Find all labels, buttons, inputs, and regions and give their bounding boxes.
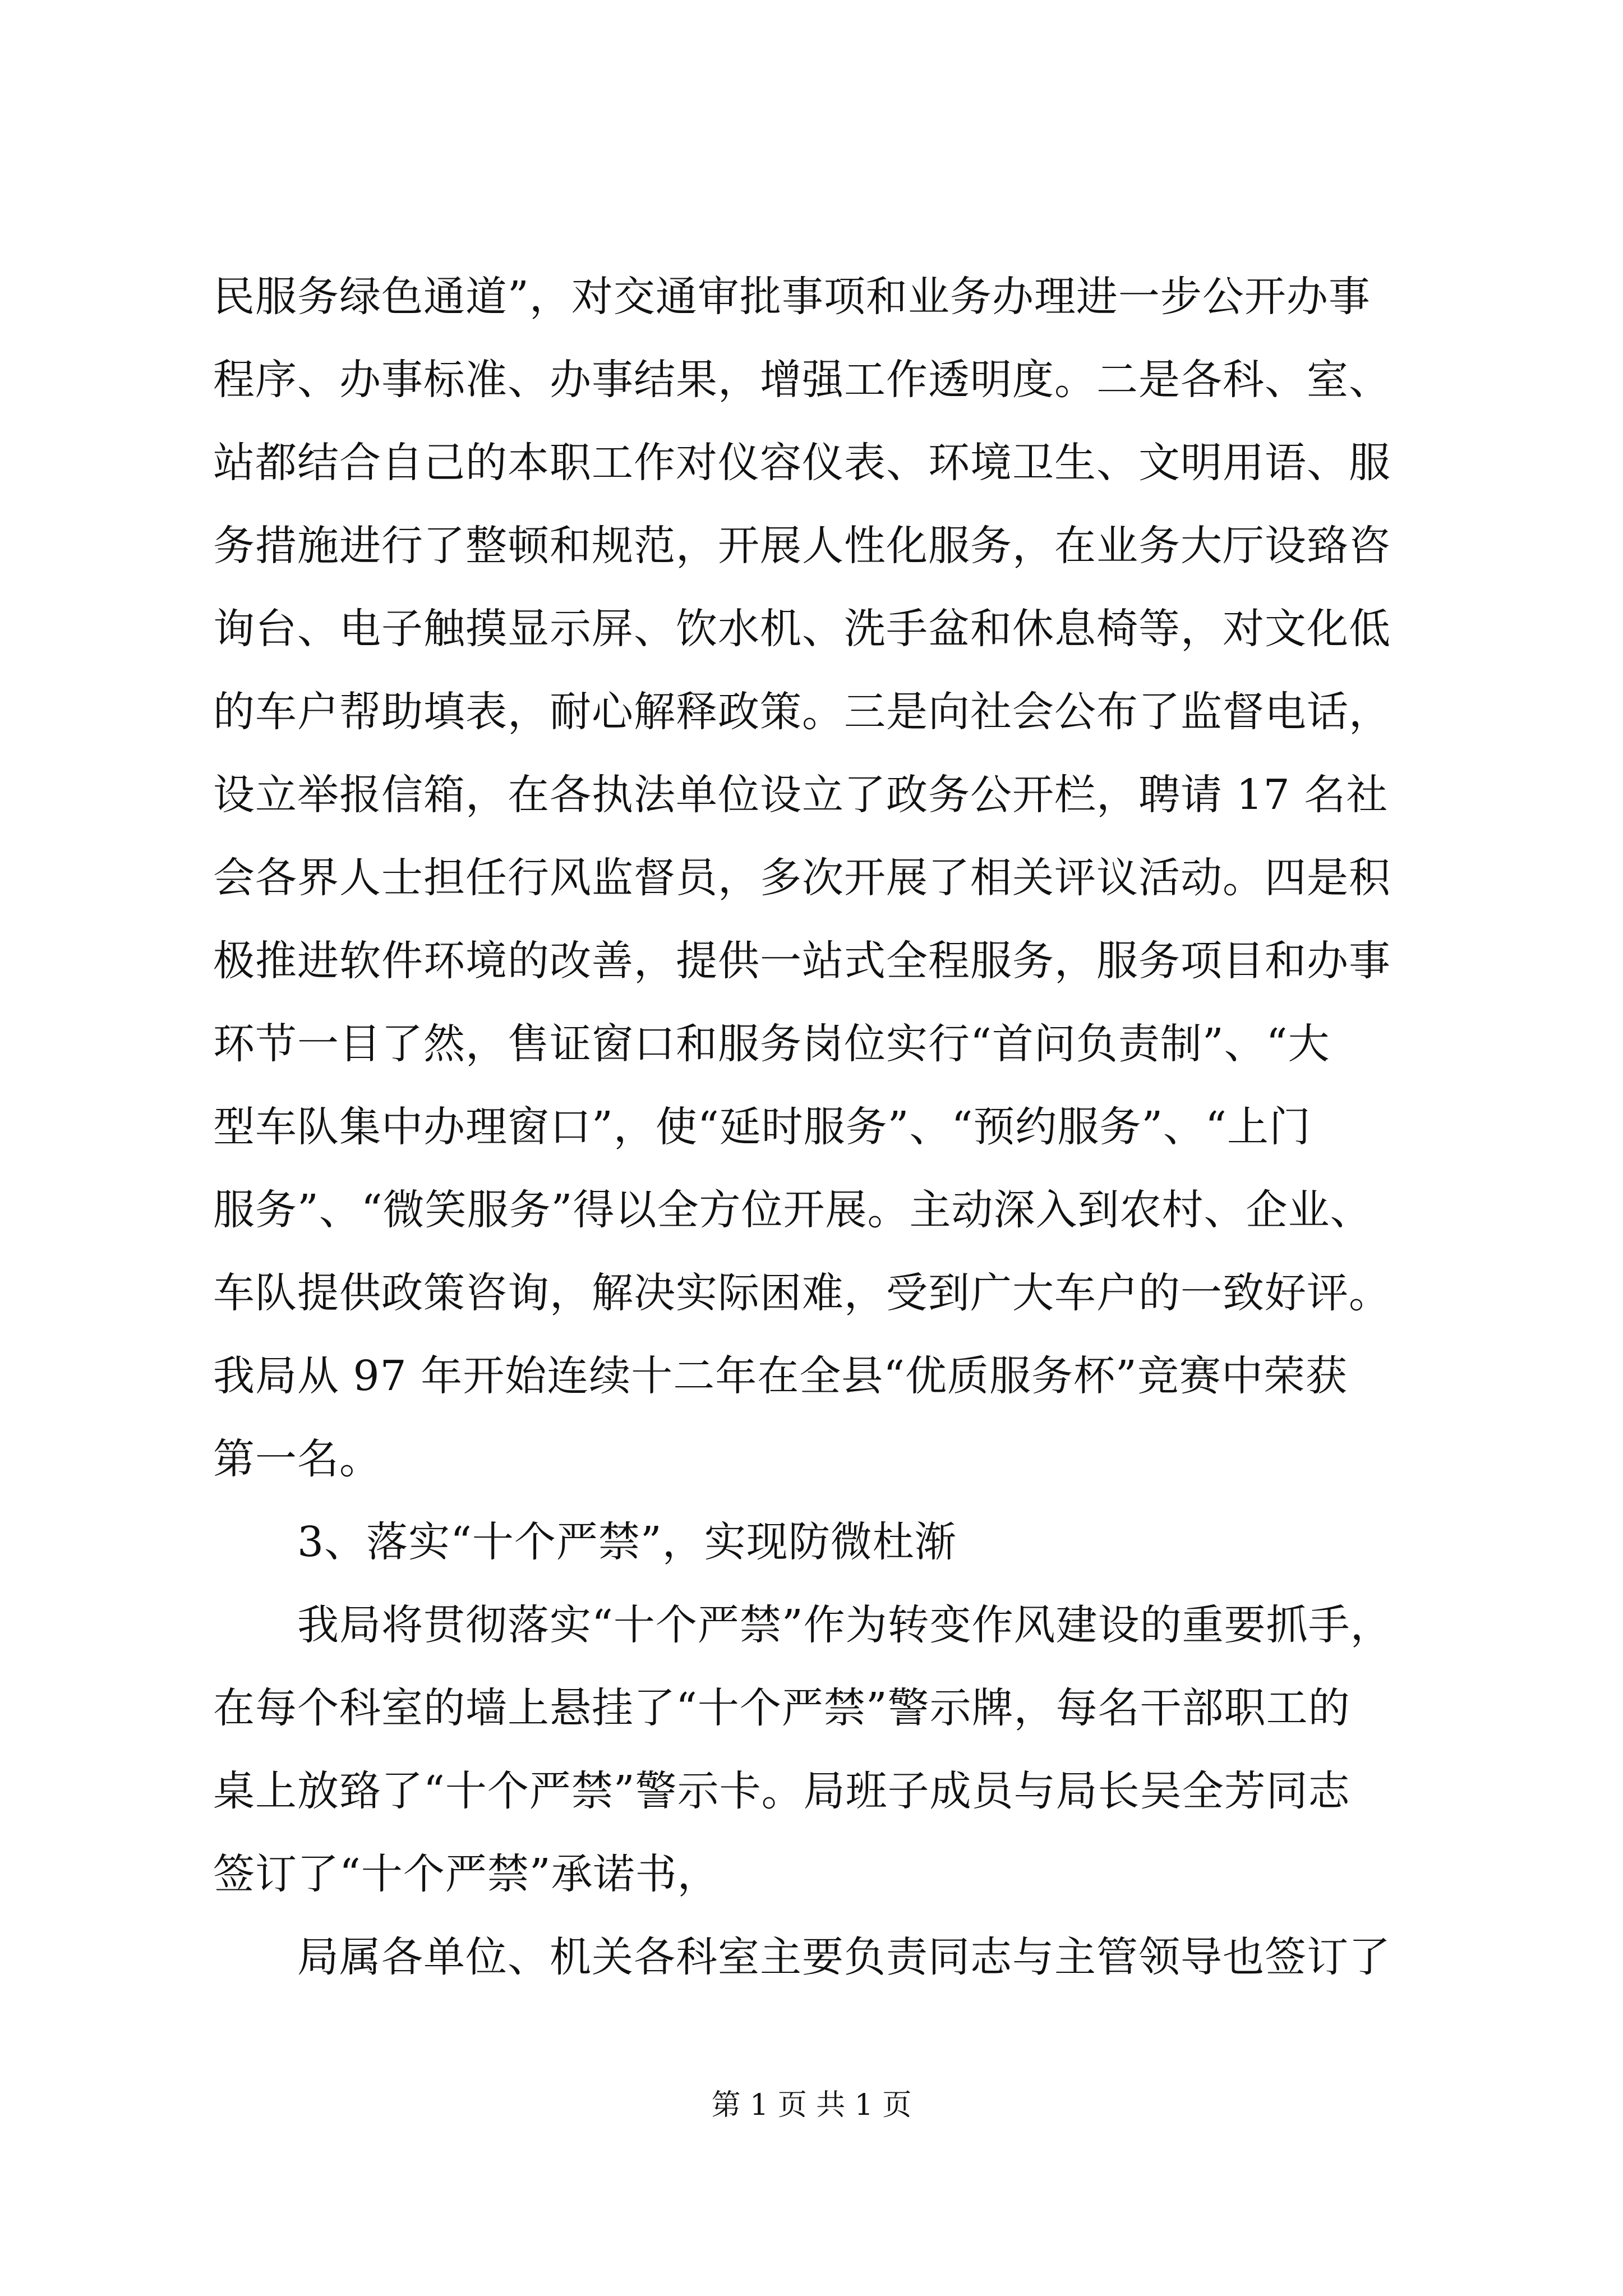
- text-line: 在每个科室的墙上悬挂了“十个严禁”警示牌，每名干部职工的: [213, 1684, 1350, 1732]
- text-line: 务措施进行了整顿和规范，开展人性化服务，在业务大厅设臵咨: [213, 522, 1391, 570]
- text-line: 民服务绿色通道”，对交通审批事项和业务办理进一步公开办事: [213, 273, 1371, 321]
- section-heading: 3、落实“十个严禁”，实现防微杜渐: [297, 1518, 957, 1566]
- text-line: 局属各单位、机关各科室主要负责同志与主管领导也签订了: [297, 1933, 1391, 1981]
- text-line: 询台、电子触摸显示屏、饮水机、洗手盆和休息椅等，对文化低: [213, 605, 1391, 653]
- text-line: 服务”、“微笑服务”得以全方位开展。主动深入到农村、企业、: [213, 1186, 1372, 1234]
- text-line: 会各界人士担任行风监督员，多次开展了相关评议活动。四是积: [213, 854, 1391, 902]
- text-line: 我局将贯彻落实“十个严禁”作为转变作风建设的重要抓手，: [297, 1601, 1393, 1649]
- text-line: 第一名。: [213, 1435, 381, 1483]
- text-line: 桌上放臵了“十个严禁”警示卡。局班子成员与局长吴全芳同志: [213, 1767, 1350, 1815]
- text-line: 车队提供政策咨询，解决实际困难，受到广大车户的一致好评。: [213, 1269, 1391, 1317]
- text-line: 签订了“十个严禁”承诺书，: [213, 1850, 720, 1898]
- page-footer: 第 1 页 共 1 页: [711, 2088, 912, 2122]
- text-line: 我局从 97 年开始连续十二年在全县“优质服务杯”竞赛中荣获: [213, 1352, 1348, 1400]
- text-line: 型车队集中办理窗口”，使“延时服务”、“预约服务”、“上门: [213, 1103, 1311, 1151]
- document-body: [213, 255, 1441, 1999]
- text-line: 极推进软件环境的改善，提供一站式全程服务，服务项目和办事: [213, 937, 1391, 985]
- text-line: 站都结合自己的本职工作对仪容仪表、环境卫生、文明用语、服: [213, 439, 1391, 487]
- text-line: 环节一目了然，售证窗口和服务岗位实行“首问负责制”、“大: [213, 1020, 1330, 1068]
- text-line: 的车户帮助填表，耐心解释政策。三是向社会公布了监督电话，: [213, 688, 1391, 736]
- text-line: 设立举报信箱，在各执法单位设立了政务公开栏，聘请 17 名社: [213, 771, 1389, 819]
- text-line: 程序、办事标准、办事结果，增强工作透明度。二是各科、室、: [213, 356, 1391, 404]
